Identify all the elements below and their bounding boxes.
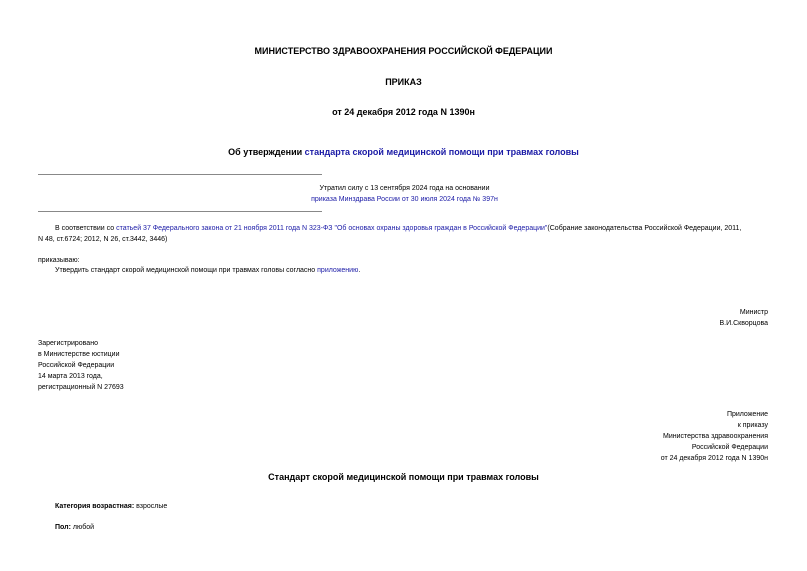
registration-line: Зарегистрировано xyxy=(38,340,98,347)
appendix-line: к приказу xyxy=(737,422,768,429)
appendix-line: от 24 декабря 2012 года N 1390н xyxy=(660,455,768,462)
doc-date-heading: от 24 декабря 2012 года N 1390н xyxy=(332,107,475,117)
paragraph-1 xyxy=(55,223,741,234)
standard-title: Стандарт скорой медицинской помощи при травмах головы xyxy=(268,472,539,482)
status-order-link[interactable]: приказа Минздрава России от 30 июля 2024 года № 397н xyxy=(311,196,498,203)
registration-line: в Министерстве юстиции xyxy=(38,351,120,358)
paragraph-1-line2: N 48, ст.6724; 2012, N 26, ст.3442, 3446) xyxy=(38,236,168,243)
order-word: приказываю: xyxy=(38,257,80,264)
age-category-label: Категория возрастная: xyxy=(55,503,135,510)
sex xyxy=(55,522,94,533)
age-category xyxy=(55,501,167,512)
registration-line: регистрационный N 27693 xyxy=(38,384,124,391)
title-prefix: Об утверждении xyxy=(228,147,305,157)
divider-bottom xyxy=(38,211,322,212)
age-category-value: взрослые xyxy=(134,503,168,510)
sex-value: любой xyxy=(70,524,95,531)
registration-line: Российской Федерации xyxy=(38,362,115,369)
status-link[interactable] xyxy=(200,194,609,205)
appendix-line: Приложение xyxy=(726,411,768,418)
paragraph-2 xyxy=(55,265,360,276)
title-link[interactable]: стандарта скорой медицинской помощи при травмах головы xyxy=(304,147,579,157)
p1-prefix: В соответствии со xyxy=(55,225,117,232)
signature-name: В.И.Скворцова xyxy=(719,320,768,327)
appendix-line: Министерства здравоохранения xyxy=(663,433,768,440)
law-link[interactable]: статьей 37 Федерального закона от 21 ноября 2011 года N 323-ФЗ "Об основах охраны здоровья граждан в Российской Федерации" xyxy=(116,225,548,232)
registration-line: 14 марта 2013 года, xyxy=(38,373,103,380)
p2-suffix: . xyxy=(358,267,361,274)
status-line1: Утратил силу с 13 сентября 2024 года на основании xyxy=(319,185,490,192)
p2-prefix: Утвердить стандарт скорой медицинской помощи при травмах головы согласно xyxy=(55,267,318,274)
appendix-line: Российской Федерации xyxy=(691,444,768,451)
divider-top xyxy=(38,174,322,175)
signature-position: Министр xyxy=(739,309,768,316)
registration-block xyxy=(38,338,124,393)
appendix-link[interactable]: приложению xyxy=(317,267,359,274)
doc-type-heading: ПРИКАЗ xyxy=(385,77,422,87)
appendix-block xyxy=(661,409,768,464)
ministry-heading: МИНИСТЕРСТВО ЗДРАВООХРАНЕНИЯ РОССИЙСКОЙ ФЕДЕРАЦИИ xyxy=(254,46,553,56)
sex-label: Пол: xyxy=(55,524,71,531)
document-title xyxy=(0,147,807,157)
p1-suffix: (Собрание законодательства Российской Федерации, 2011, xyxy=(547,225,742,232)
